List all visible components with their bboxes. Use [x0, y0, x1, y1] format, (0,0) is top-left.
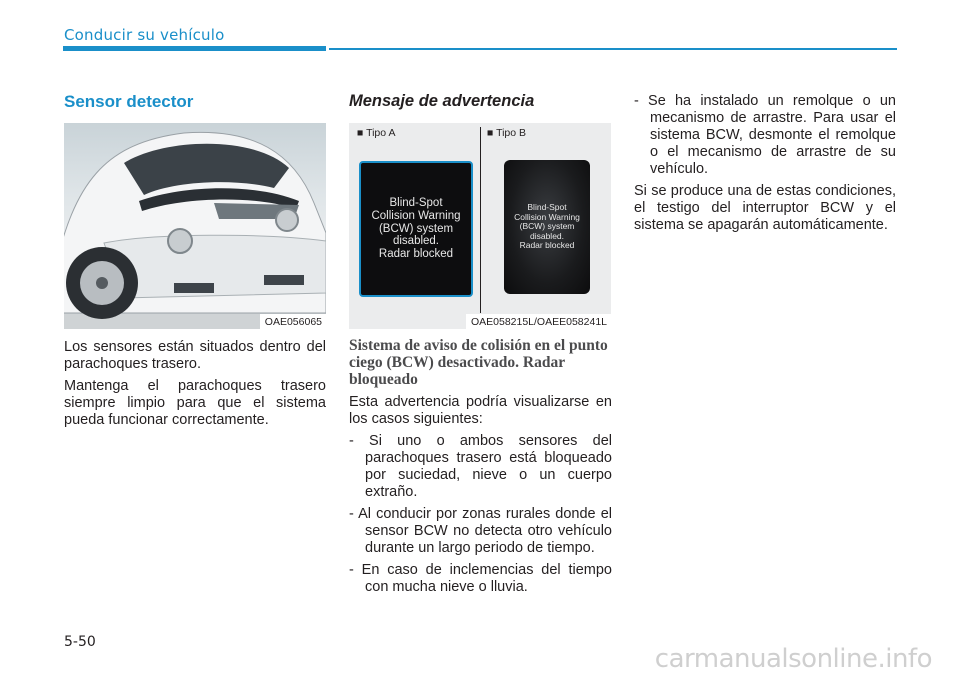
display-line: disabled. — [529, 230, 565, 241]
display-line: Blind-Spot — [527, 202, 567, 213]
list-item: - Si uno o ambos sensores del parachoques trasero está bloqueado por suciedad, nieve o un cuerpo extraño. — [349, 433, 612, 500]
tipo-a-label: ■ Tipo A — [357, 127, 396, 139]
warning-message-figure — [349, 123, 611, 329]
header-rule-accent — [63, 46, 326, 51]
section-header-title: Conducir su vehículo — [64, 26, 225, 44]
figure-code: OAE056065 — [260, 314, 326, 329]
display-line: (BCW) system — [519, 221, 575, 232]
middle-body — [349, 337, 612, 596]
section-title-sensor: Sensor detector — [64, 92, 194, 111]
display-line: Collision Warning — [514, 211, 580, 222]
cluster-display-type-a — [359, 161, 473, 297]
list-item: - Al conducir por zonas rurales donde el sensor BCW no detecta otro vehículo durante un largo periodo de tiempo. — [349, 506, 612, 556]
cluster-display-type-b — [504, 160, 590, 294]
list-item: - Se ha instalado un remolque o un mecanismo de arrastre. Para usar el sistema BCW, desmonte el remolque o el mecanismo de arrastre de su vehículo. — [634, 93, 896, 177]
display-line: Radar blocked — [378, 248, 454, 261]
paragraph: Mantenga el parachoques trasero siempre limpio para que el sistema pueda funcionar correctamente. — [64, 378, 326, 428]
figure-divider — [480, 127, 481, 313]
tipo-b-label: ■ Tipo B — [487, 127, 527, 139]
paragraph: Los sensores están situados dentro del parachoques trasero. — [64, 339, 326, 372]
page-number: 5-50 — [64, 634, 96, 650]
left-body — [64, 339, 326, 429]
paragraph: Si se produce una de estas condiciones, el testigo del interruptor BCW y el sistema se apagarán automáticamente. — [634, 183, 896, 233]
display-line: Blind-Spot — [389, 196, 443, 209]
list-item: - En caso de inclemencias del tiempo con mucha nieve o lluvia. — [349, 562, 612, 595]
intro-paragraph: Esta advertencia podría visualizarse en los casos siguientes: — [349, 394, 612, 427]
display-line: Collision Warning — [371, 209, 461, 222]
section-title-warning: Mensaje de advertencia — [349, 92, 535, 110]
display-line: Radar blocked — [519, 240, 575, 251]
watermark: carmanualsonline.info — [654, 644, 932, 674]
display-line: (BCW) system — [378, 222, 454, 235]
display-line: disabled. — [392, 235, 440, 248]
right-body — [634, 93, 896, 234]
subheading: Sistema de aviso de colisión en el punto ciego (BCW) desactivado. Radar bloqueado — [349, 337, 608, 388]
figure-code: OAE058215L/OAEE058241L — [466, 314, 611, 329]
car-rear-figure — [64, 123, 326, 329]
car-rear-illustration — [64, 123, 326, 329]
header-rule — [329, 48, 897, 50]
